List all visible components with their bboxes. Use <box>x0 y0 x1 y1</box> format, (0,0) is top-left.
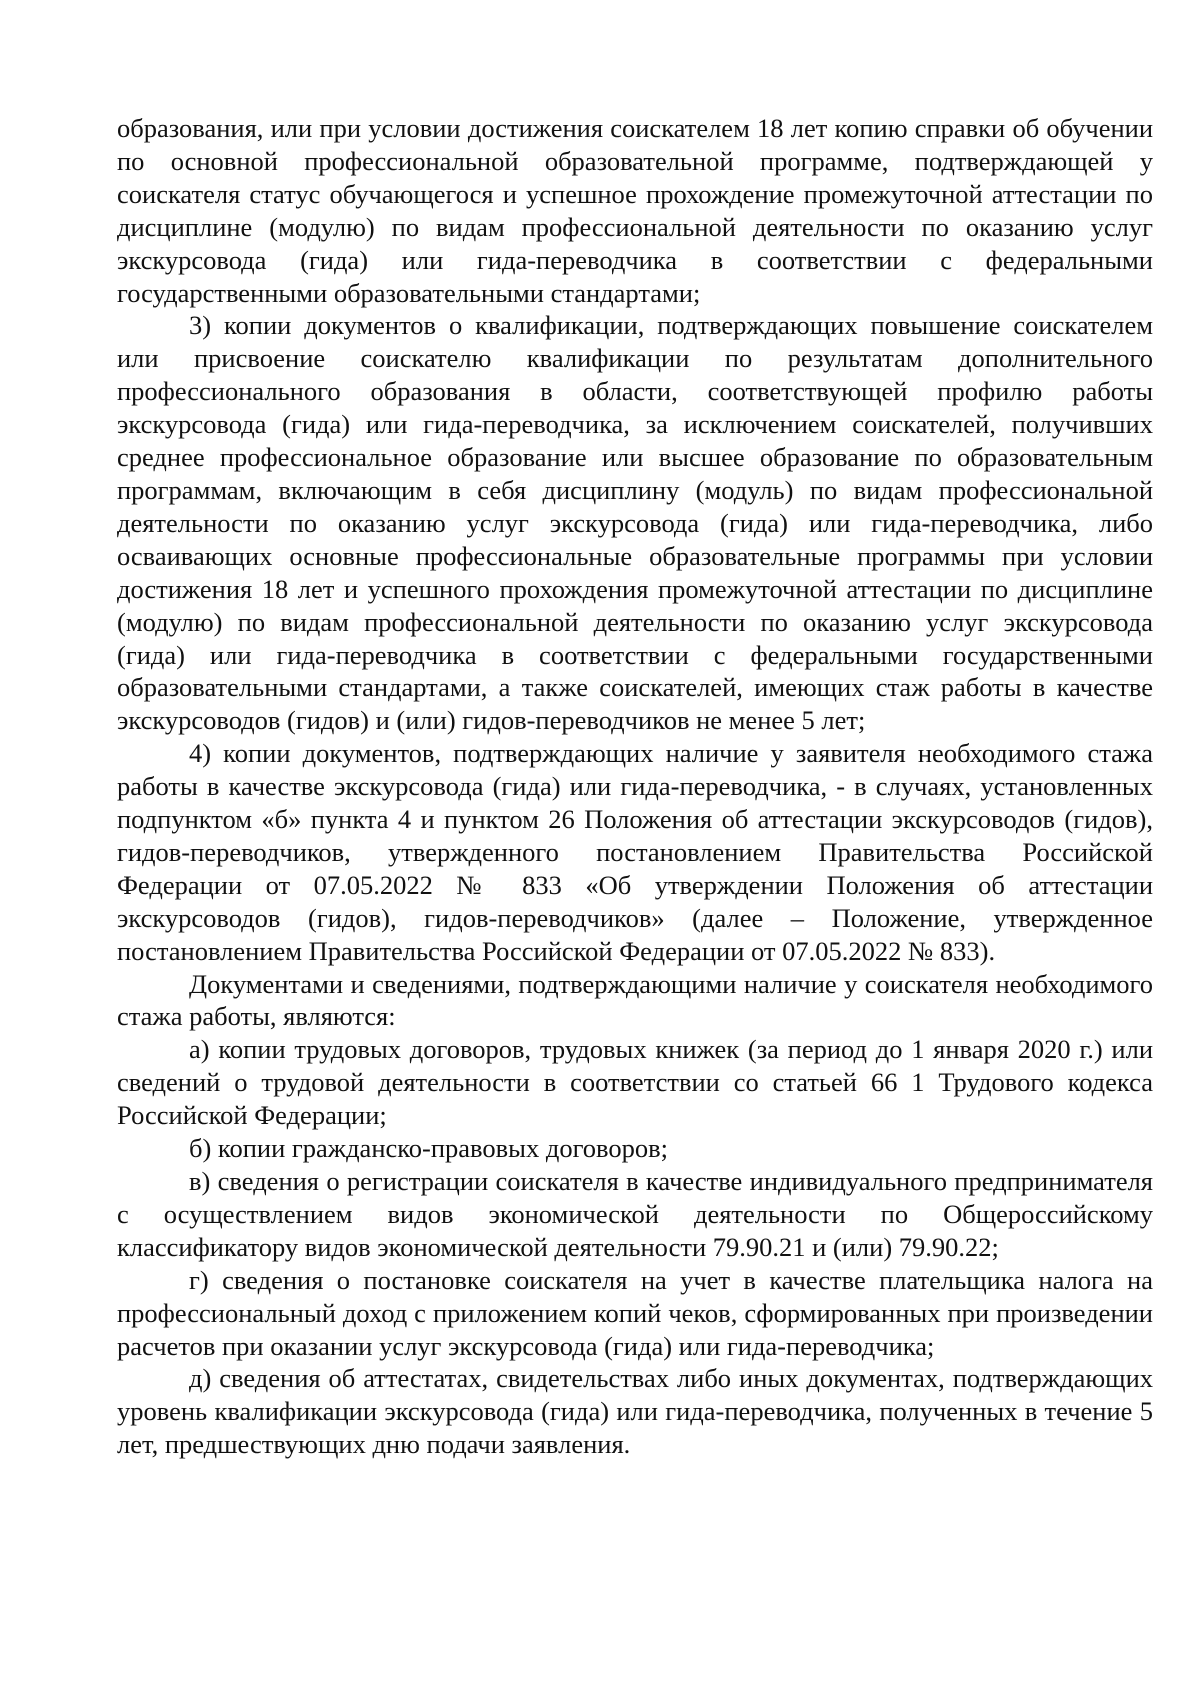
paragraph-continuation: образования, или при условии достижения соискателем 18 лет копию справки об обучении по основной профессиональной образовательной программе, подтверждающей у соискателя статус обучающегося и успешное прохождение промежуточной аттестации по дисциплине (модулю) по видам профессиональной деятельности по оказанию услуг экскурсовода (гида) или гида-переводчика в соответствии с федеральными государственными образовательными стандартами; <box>117 113 1153 308</box>
paragraph-subitem-a: а) копии трудовых договоров, трудовых книжек (за период до 1 января 2020 г.) или сведений о трудовой деятельности в соответствии со статьей 66 1 Трудового кодекса Российской Федерации; <box>117 1034 1153 1131</box>
paragraph-documents-intro: Документами и сведениями, подтверждающими наличие у соискателя необходимого стажа работы, являются: <box>117 968 1153 1032</box>
paragraph-subitem-g: г) сведения о постановке соискателя на учет в качестве плательщика налога на профессиональный доход с приложением копий чеков, сформированных при произведении расчетов при оказании услуг экскурсовода (гида) или гида-переводчика; <box>117 1264 1153 1361</box>
document-page <box>117 112 1153 1461</box>
paragraph-subitem-v: в) сведения о регистрации соискателя в качестве индивидуального предпринимателя с осуществлением видов экономической деятельности по Общероссийскому классификатору видов экономической деятельности 79.90.21 и (или) 79.90.22; <box>117 1166 1153 1262</box>
paragraph-item-3: 3) копии документов о квалификации, подтверждающих повышение соискателем или присвоение соискателю квалификации по результатам дополнительного профессионального образования в области, соответствующей профилю работы экскурсовода (гида) или гида-переводчика, за исключением соискателей, получивших среднее профессиональное образование или высшее образование по образовательным программам, включающим в себя дисциплину (модуль) по видам профессиональной деятельности по оказанию услуг экскурсовода (гида) или гида-переводчика, либо осваивающих основные профессиональные образовательные программы при условии достижения 18 лет и успешного прохождения промежуточной аттестации по дисциплине (модулю) по видам профессиональной деятельности по оказанию услуг экскурсовода (гида) или гида-переводчика в соответствии с федеральными государственными образовательными стандартами, а также соискателей, имеющих стаж работы в качестве экскурсоводов (гидов) и (или) гидов-переводчиков не менее 5 лет; <box>117 310 1153 736</box>
paragraph-item-4: 4) копии документов, подтверждающих наличие у заявителя необходимого стажа работы в качестве экскурсовода (гида) или гида-переводчика, - в случаях, установленных подпунктом «б» пункта 4 и пунктом 26 Положения об аттестации экскурсоводов (гидов), гидов-переводчиков, утвержденного постановлением Правительства Российской Федерации от 07.05.2022 № 833 «Об утверждении Положения об аттестации экскурсоводов (гидов), гидов-переводчиков» (далее – Положение, утвержденное постановлением Правительства Российской Федерации от 07.05.2022 № 833). <box>117 738 1153 966</box>
paragraph-subitem-d: д) сведения об аттестатах, свидетельствах либо иных документах, подтверждающих уровень квалификации экскурсовода (гида) или гида-переводчика, полученных в течение 5 лет, предшествующих дню подачи заявления. <box>117 1363 1153 1460</box>
paragraph-subitem-b: б) копии гражданско-правовых договоров; <box>189 1133 668 1164</box>
